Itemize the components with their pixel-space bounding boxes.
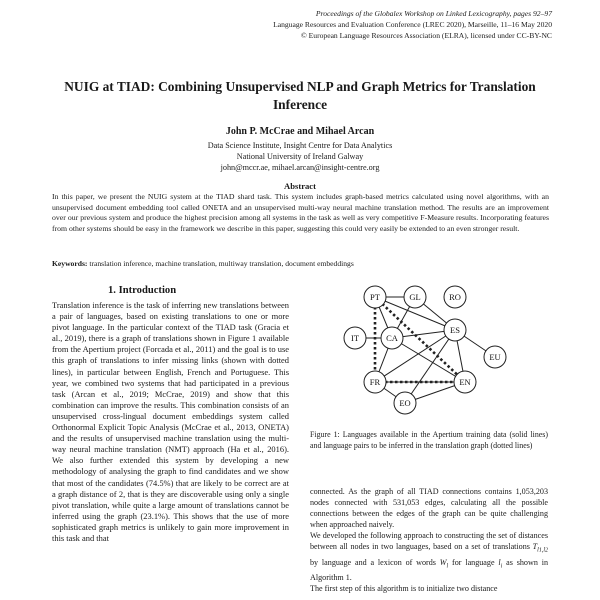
affiliation-line-2: National University of Ireland Galway <box>236 152 364 161</box>
keywords <box>52 259 354 268</box>
section-heading-introduction: 1. Introduction <box>108 285 177 296</box>
header-line-3: © European Language Resources Association (ELRA), licensed under CC-BY-NC <box>300 31 552 40</box>
node-label-en: EN <box>459 377 471 387</box>
node-label-pt: PT <box>370 292 380 302</box>
figure-caption: Figure 1: Languages available in the Apertium training data (solid lines) and language pairs to be inferred in the translation graph (dotted lines) <box>310 430 548 450</box>
node-label-ca: CA <box>386 333 398 343</box>
node-label-ro: RO <box>449 292 461 302</box>
node-label-eo: EO <box>399 398 411 408</box>
paragraph-graph-size: connected. As the graph of all TIAD connections contains 1,053,203 nodes connected with 531,053 edges, calculating all the possible connections between the edges of the graph can be quite challenging when approached naively. <box>310 487 548 529</box>
affiliation-line-1: Data Science Institute, Insight Centre for Data Analytics <box>207 141 393 150</box>
paragraph-algorithm-step: The first step of this algorithm is to initialize two distance <box>310 584 498 594</box>
introduction-text <box>52 300 289 600</box>
abstract-heading: Abstract <box>284 181 316 191</box>
language-graph-figure <box>330 285 530 425</box>
paper-authors: John P. McCrae and Mihael Arcan <box>225 126 375 137</box>
node-label-fr: FR <box>369 377 381 387</box>
header-line-2: Language Resources and Evaluation Conference (LREC 2020), Marseille, 11–16 May 2020 <box>273 20 552 29</box>
header-line-1: Proceedings of the Globalex Workshop on Linked Lexicography, pages 92–97 <box>315 9 552 18</box>
abstract-text: In this paper, we present the NUIG system at the TIAD shard task. This system includes graph-based metrics calculated using novel algorithms, with an unsupervised document embedding tool called ONETA and an unsupervised multi-way neural machine translation method. The results are an improvement over our previous system and produce the highest precision among all systems in the task as well as very competitive F-Measure results. Incorporating features from other systems should be easy in the framework we describe in this paper, suggesting this could very easily be extended to an even stronger result. <box>52 192 549 233</box>
node-label-it: IT <box>350 333 360 343</box>
paper-title: NUIG at TIAD: Combining Unsupervised NLP and Graph Metrics for Translation Inference <box>64 79 536 112</box>
node-label-es: ES <box>450 325 460 335</box>
author-emails: john@mccr.ae, mihael.arcan@insight-centre.org <box>220 163 380 172</box>
right-column-text <box>310 486 548 600</box>
node-label-gl: GL <box>409 292 421 302</box>
edge-ca-en <box>392 338 465 382</box>
introduction-paragraph: Translation inference is the task of inferring new translations between a pair of languages, based on existing translations to one or more pivot language. In the particular context of the TIAD task (Gracia et al., 2019), there is a graph of translations shown in Figure 1 available from the Apertium project (Forcada et al., 2011) and the goal is to use this graph of translations to infer missing links (shown with dotted lines), in particular between English, French and Portuguese. This year, we combined two systems that had participated in a previous task (Arcan et al., 2019; McCrae, 2019) and show that this combination can improve the results. This combination consists of an unsupervised cross-lingual document embeddings system called Orthonormal Explicit Topic Analysis (McCrae et al., 2013, ONETA) and the results of unsupervised machine translation using the multi-way neural machine translation (NMT) approach (Ha et al., 2016). We also further extended this system by developing a new methodology of analysing the graph to find candidates and we show that most of the candidates (74.5%) that are likely to be correct are at a graph distance of 2, that is they are discoverable using only a single pivot translation, while quite a large amount of translations cannot be inferred using the graph (23.1%). This shows that the use of more sophisticated graph metrics is unlikely to gain more improvement in this task and that <box>52 300 289 543</box>
keywords-text: translation inference, machine translation, multiway translation, document embeddings <box>89 259 354 268</box>
paragraph-approach: We developed the following approach to constructing the set of distances between all nodes in two languages, based on a set of translations $T_{l1,l2}$ by language and a lexicon of words $W_l$ for language $l_i$ as shown in Algorithm 1. <box>310 531 548 583</box>
keywords-label: Keywords: <box>52 259 88 268</box>
node-label-eu: EU <box>489 352 501 362</box>
